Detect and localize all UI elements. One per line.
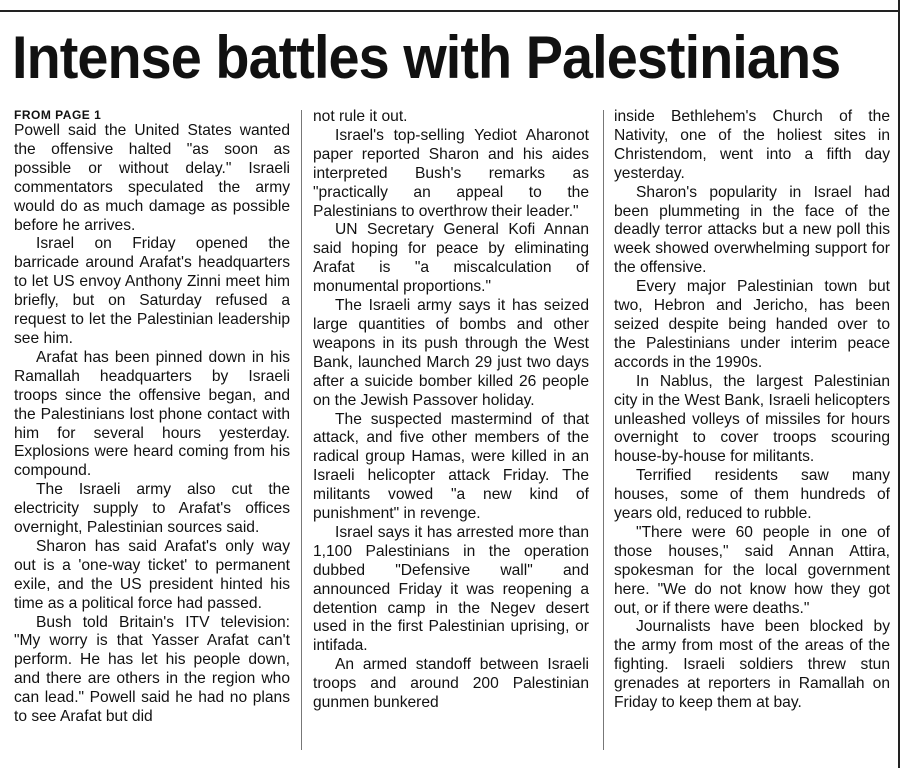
article-column-3	[614, 108, 890, 758]
article-column-2	[313, 108, 589, 758]
paragraph: An armed standoff between Israeli troops and around 200 Palestinian gunmen bunkered	[313, 656, 589, 712]
headline: Intense battles with Palestinians	[12, 24, 841, 91]
paragraph: Sharon's popularity in Israel had been plummeting in the face of the deadly terror attacks but a new poll this week showed overwhelming support for the offensive.	[614, 183, 890, 277]
paragraph: Terrified residents saw many houses, some of them hundreds of years old, reduced to rubble.	[614, 467, 890, 523]
paragraph: UN Secretary General Kofi Annan said hoping for peace by eliminating Arafat is "a miscalculation of monumental proportions."	[313, 221, 589, 296]
column-divider	[301, 110, 302, 750]
paragraph: inside Bethlehem's Church of the Nativity, one of the holiest sites in Christendom, went into a fifth day yesterday.	[614, 108, 890, 182]
top-border-rule	[0, 10, 898, 12]
paragraph: Bush told Britain's ITV television: "My worry is that Yasser Arafat can't perform. He has let his people down, and there are others in the region who can lead." Powell said he had no plans to see Arafat but did	[14, 613, 290, 726]
paragraph: Journalists have been blocked by the army from most of the areas of the fighting. Israeli soldiers threw stun grenades at reporters in Ramallah on Friday to keep them at bay.	[614, 618, 890, 712]
paragraph: Powell said the United States wanted the offensive halted "as soon as possible or without delay." Israeli commentators speculated the army would do as much damage as possible before he arrives.	[14, 122, 290, 234]
paragraph: The Israeli army also cut the electricity supply to Arafat's offices overnight, Palestinian sources said.	[14, 481, 290, 537]
paragraph: Arafat has been pinned down in his Ramallah headquarters by Israeli troops since the offensive began, and the Palestinians lost phone contact with him for several hours yesterday. Explosions were heard coming from his compound.	[14, 348, 290, 480]
paragraph: Israel's top-selling Yediot Aharonot paper reported Sharon and his aides interpreted Bush's remarks as "practically an appeal to the Palestinians to overthrow their leader."	[313, 126, 589, 220]
paragraph: Sharon has said Arafat's only way out is a 'one-way ticket' to permanent exile, and the US president hinted his time as a political force had passed.	[14, 537, 290, 612]
paragraph: not rule it out.	[313, 108, 408, 125]
paragraph: Israel says it has arrested more than 1,100 Palestinians in the operation dubbed "Defensive wall" and announced Friday it was reopening a detention camp in the Negev desert used in the first Palestinian uprising, or intifada.	[313, 523, 589, 655]
paragraph: The suspected mastermind of that attack, and five other members of the radical group Hamas, were killed in an Israeli helicopter attack Friday. The militants vowed "a new kind of punishment" in revenge.	[313, 410, 589, 523]
paragraph: Every major Palestinian town but two, Hebron and Jericho, has been seized despite being handed over to the Palestinians under interim peace accords in the 1990s.	[614, 278, 890, 371]
paragraph: "There were 60 people in one of those houses," said Annan Attira, spokesman for the local government here. "We do not know how they got out, or if there were deaths."	[614, 523, 890, 617]
article-column-1	[14, 108, 290, 758]
kicker: FROM PAGE 1	[14, 108, 102, 122]
column-divider	[603, 110, 604, 750]
right-border-rule	[898, 0, 900, 768]
paragraph: The Israeli army says it has seized large quantities of bombs and other weapons in its push through the West Bank, launched March 29 just two days after a suicide bomber killed 26 people on the Jewish Passover holiday.	[313, 297, 589, 409]
paragraph: In Nablus, the largest Palestinian city in the West Bank, Israeli helicopters unleashed volleys of missiles for hours overnight to cover troops scouring house-by-house for militants.	[614, 372, 890, 466]
paragraph: Israel on Friday opened the barricade around Arafat's headquarters to let US envoy Anthony Zinni meet him briefly, but on Saturday refused a request to let the Palestinian leadership see him.	[14, 235, 290, 347]
